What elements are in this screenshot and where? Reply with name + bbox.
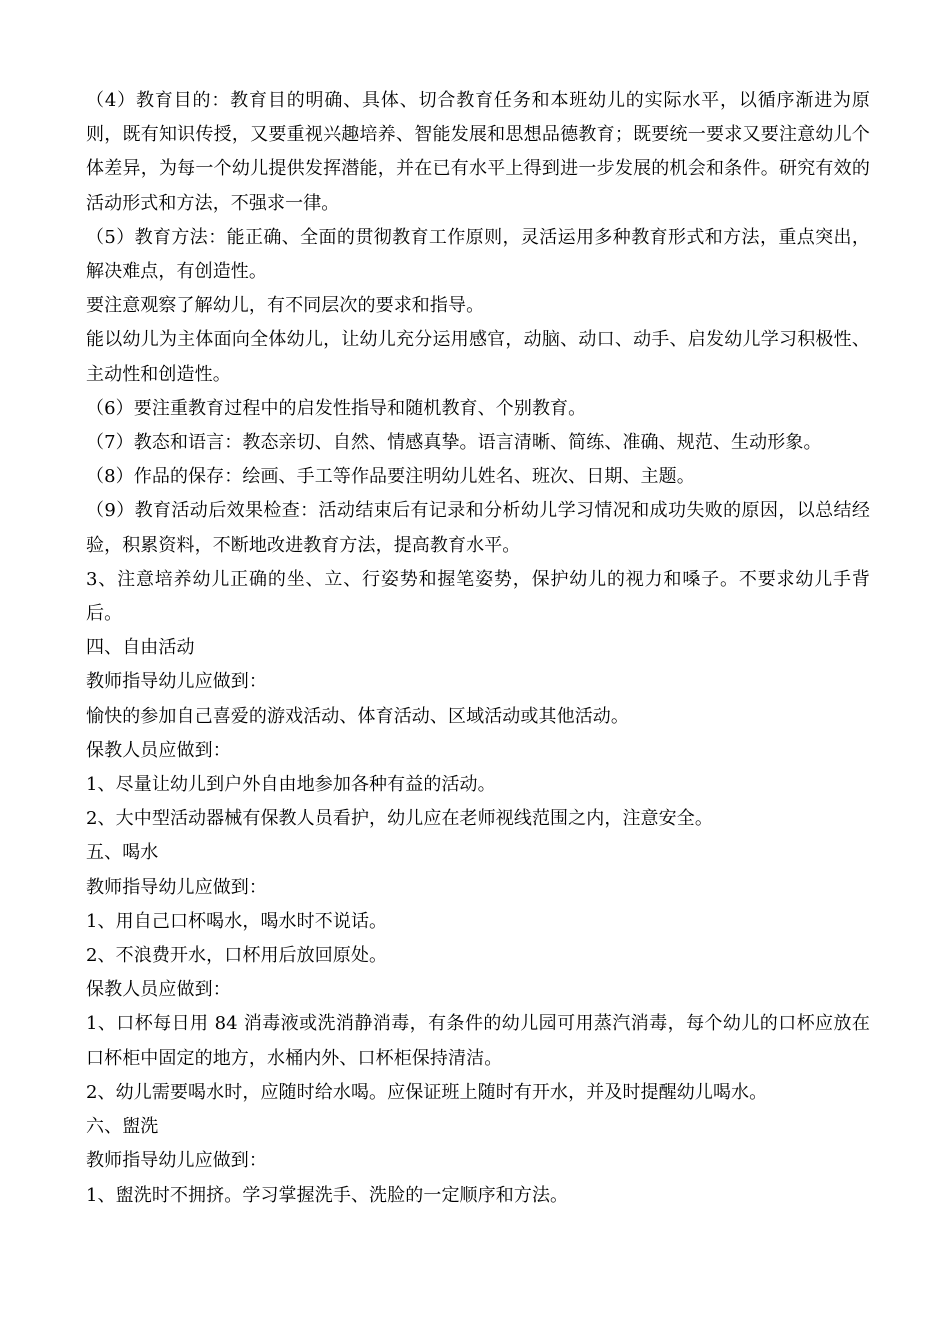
paragraph-observe-children: 要注意观察了解幼儿，有不同层次的要求和指导。: [86, 295, 485, 317]
paragraph-joyful-participation: 愉快的参加自己喜爱的游戏活动、体育活动、区域活动或其他活动。: [86, 705, 629, 727]
paragraph-heuristic-guidance: （6）要注重教育过程中的启发性指导和随机教育、个别教育。: [86, 397, 587, 419]
subheading-staff-duties: 保教人员应做到：: [86, 979, 231, 1001]
subheading-teacher-guidance: 教师指导幼儿应做到：: [86, 671, 267, 693]
document-page: [86, 84, 870, 1213]
paragraph-education-method: （5）教育方法：能正确、全面的贯彻教育工作原则，灵活运用多种教育形式和方法，重点突出，解决难点，有创造性。: [86, 226, 870, 283]
list-item-cup-disinfection: 1、口杯每日用 84 消毒液或洗消静消毒，有条件的幼儿园可用蒸汽消毒，每个幼儿的口杯应放在口杯柜中固定的地方，水桶内外、口杯柜保持清洁。: [86, 1013, 870, 1069]
list-item-no-waste: 2、不浪费开水，口杯用后放回原处。: [86, 945, 388, 967]
paragraph-education-purpose: （4）教育目的：教育目的明确、具体、切合教育任务和本班幼儿的实际水平，以循序渐进为原则，既有知识传授，又要重视兴趣培养、智能发展和思想品德教育；既要统一要求又要注意幼儿个体差异，为每一个幼儿提供发挥潜能，并在已有水平上得到进一步发展的机会和条件。研究有效的活动形式和方法，不强求一律。: [86, 90, 870, 214]
list-item-outdoor-activity: 1、尽量让幼儿到户外自由地参加各种有益的活动。: [86, 774, 496, 796]
section-heading-washing: 六、盥洗: [86, 1116, 159, 1138]
section-heading-free-activity: 四、自由活动: [86, 637, 195, 659]
paragraph-effect-check: （9）教育活动后效果检查：活动结束后有记录和分析幼儿学习情况和成功失败的原因，以总结经验，积累资料，不断地改进教育方法，提高教育水平。: [86, 500, 870, 556]
list-item-own-cup: 1、用自己口杯喝水，喝水时不说话。: [86, 910, 388, 932]
section-heading-drinking-water: 五、喝水: [86, 842, 159, 864]
paragraph-child-centered: 能以幼儿为主体面向全体幼儿，让幼儿充分运用感官，动脑、动口、动手、启发幼儿学习积极性、主动性和创造性。: [86, 329, 870, 385]
list-item-provide-water: 2、幼儿需要喝水时，应随时给水喝。应保证班上随时有开水，并及时提醒幼儿喝水。: [86, 1081, 768, 1103]
list-item-washing-order: 1、盥洗时不拥挤。学习掌握洗手、洗脸的一定顺序和方法。: [86, 1184, 569, 1206]
paragraph-manner-language: （7）教态和语言：教态亲切、自然、情感真挚。语言清晰、简练、准确、规范、生动形象。: [86, 432, 822, 454]
subheading-staff-duties: 保教人员应做到：: [86, 739, 231, 761]
paragraph-work-preservation: （8）作品的保存：绘画、手工等作品要注明幼儿姓名、班次、日期、主题。: [86, 466, 695, 488]
paragraph-posture: 3、注意培养幼儿正确的坐、立、行姿势和握笔姿势，保护幼儿的视力和嗓子。不要求幼儿手背后。: [86, 568, 870, 625]
subheading-teacher-guidance: 教师指导幼儿应做到：: [86, 1150, 267, 1172]
list-item-equipment-supervision: 2、大中型活动器械有保教人员看护，幼儿应在老师视线范围之内，注意安全。: [86, 808, 713, 830]
subheading-teacher-guidance: 教师指导幼儿应做到：: [86, 876, 267, 898]
